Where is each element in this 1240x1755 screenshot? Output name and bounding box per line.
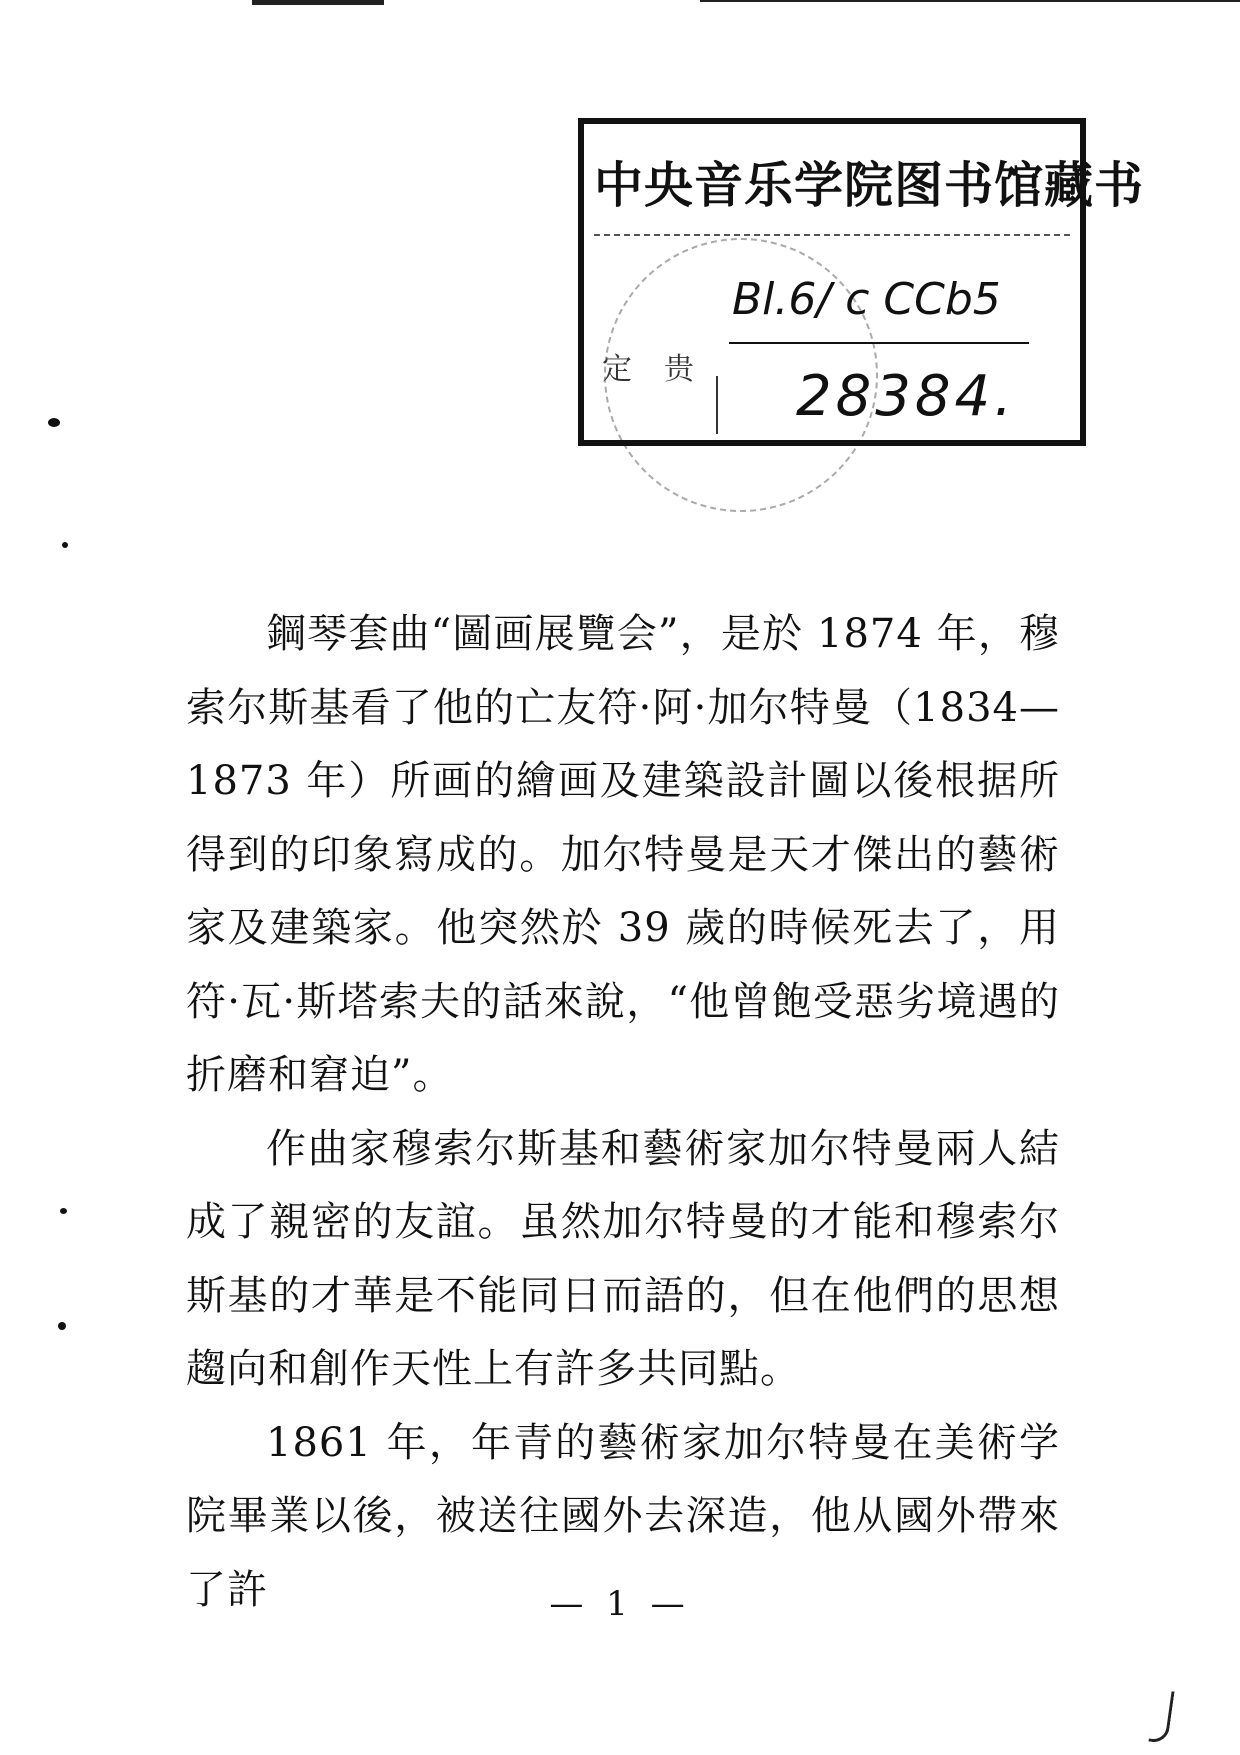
- library-stamp: [578, 118, 1145, 446]
- stamp-accession-number: 28384.: [796, 364, 1016, 429]
- paragraph: 1861 年，年青的藝術家加尔特曼在美術学院畢業以後，被送往國外去深造，他从國外帶來了許: [186, 1419, 1060, 1613]
- page-body: [186, 598, 1060, 1627]
- scan-edge-line-left: [252, 0, 384, 5]
- stamp-call-number: Bl.6/ c CCb5: [732, 274, 1001, 325]
- scan-speck: [60, 1208, 67, 1214]
- scan-edge-line-right: [700, 0, 1240, 2]
- paragraph: 鋼琴套曲“圖画展覽会”，是於 1874 年，穆索尔斯基看了他的亡友符·阿·加尔特曼（1834—1873 年）所画的繪画及建築設計圖以後根据所得到的印象寫成的。加尔特曼是天才傑出的藝術家及建築家。他突然於 39 歲的時候死去了，用符·瓦·斯塔索夫的話來說，“他曾飽受惡劣境遇的折磨和窘迫”。: [186, 611, 1060, 1098]
- paragraph: 作曲家穆索尔斯基和藝術家加尔特曼兩人結成了親密的友誼。虽然加尔特曼的才能和穆索尔斯基的才華是不能同日而語的，但在他們的思想趨向和創作天性上有許多共同點。: [186, 1125, 1060, 1392]
- corner-pen-mark: [1148, 1689, 1174, 1744]
- stamp-left-marks: [594, 252, 712, 432]
- stamp-divider: [716, 376, 718, 434]
- scan-speck: [58, 1322, 66, 1330]
- stamp-left-mark: 定: [602, 352, 632, 387]
- stamp-left-mark: 贵: [664, 352, 694, 387]
- stamp-institution: 中央音乐学院图书馆藏书: [594, 138, 1070, 236]
- page-number: — 1 —: [549, 1584, 691, 1624]
- stamp-call-underline: [729, 342, 1029, 344]
- scan-speck: [48, 418, 60, 427]
- scan-speck: [62, 542, 68, 548]
